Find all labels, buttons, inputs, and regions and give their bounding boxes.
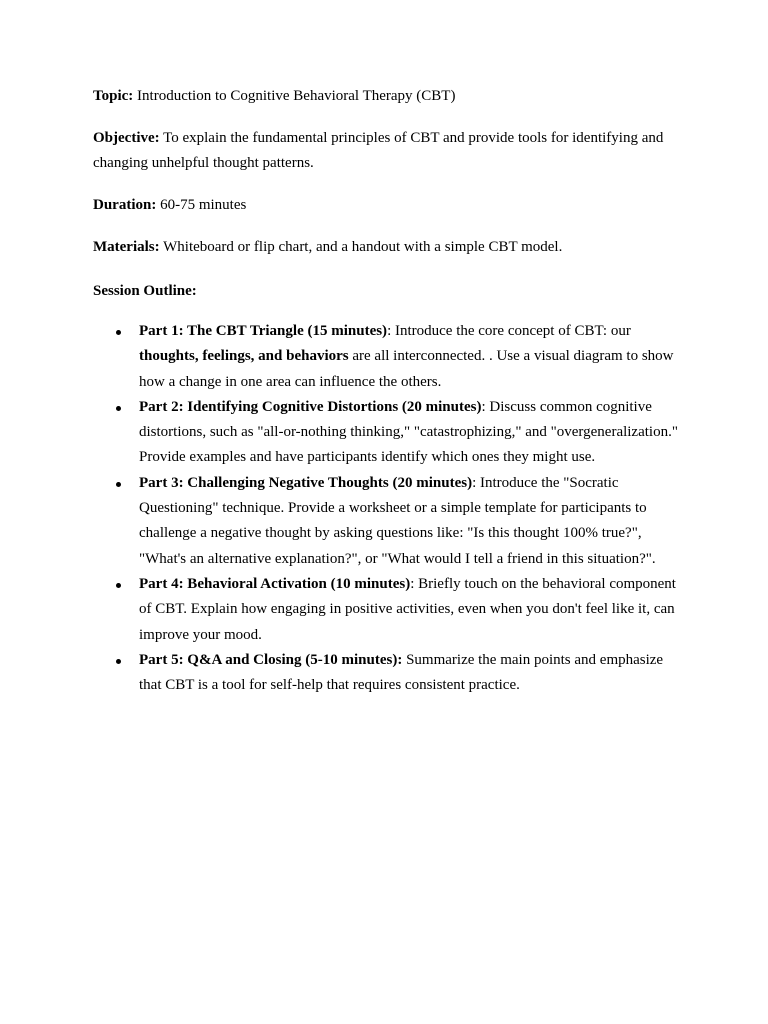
session-outline-heading-text: Session Outline: [93,283,197,299]
part-3-text: : Introduce the "Socratic Questioning" technique. Provide a worksheet or a simple template for participants to challenge a negative thought by asking questions like: "Is this thought 100% true?", "What's an alternative explanation?", or "What would I tell a friend in this situation?". [139,474,656,567]
part-1-text-after: are all interconnected. . Use a visual diagram to show how a change in one area can influence the others. [139,348,674,390]
bullet-dot-icon [116,659,121,664]
bullet-dot-icon [116,583,121,588]
bullet-dot-icon [116,482,121,487]
part-1-text-before: : Introduce the core concept of CBT: our [387,323,631,339]
part-4-title: Part 4: Behavioral Activation (10 minutes) [139,575,411,592]
part-2-text: : Discuss common cognitive distortions, such as "all-or-nothing thinking," "catastrophizing," and "overgeneralization." Provide examples and have participants identify which ones they might use. [139,398,678,466]
topic-value: Introduction to Cognitive Behavioral Therapy (CBT) [133,88,456,104]
part-1-bold-inline: thoughts, feelings, and behaviors [139,348,349,365]
duration-value: 60-75 minutes [156,197,247,213]
bullet-dot-icon [116,330,121,335]
topic-label: Topic: [93,88,134,104]
outline-item-part-3 [93,471,683,572]
duration-line [93,193,683,218]
part-1-title: Part 1: The CBT Triangle (15 minutes) [139,323,388,339]
objective-line [93,126,683,176]
part-2-title: Part 2: Identifying Cognitive Distortions (20 minutes) [139,398,482,415]
session-outline-list [93,319,683,698]
objective-label: Objective: [93,130,160,146]
part-3-title: Part 3: Challenging Negative Thoughts (20 minutes) [139,474,473,491]
outline-item-part-4 [93,572,683,648]
duration-label: Duration: [93,197,157,213]
materials-label: Materials: [93,239,160,255]
materials-line [93,235,683,260]
outline-item-part-5 [93,648,683,699]
part-4-text: : Briefly touch on the behavioral component of CBT. Explain how engaging in positive activities, even when you don't feel like it, can improve your mood. [139,575,676,643]
materials-value: Whiteboard or flip chart, and a handout with a simple CBT model. [159,239,563,255]
bullet-dot-icon [116,406,121,411]
session-outline-heading [93,279,683,304]
part-5-title: Part 5: Q&A and Closing (5-10 minutes): [139,651,403,668]
outline-item-part-1 [93,319,683,395]
part-5-text: Summarize the main points and emphasize that CBT is a tool for self-help that requires consistent practice. [139,651,664,694]
outline-item-part-2 [93,395,683,471]
topic-line [93,84,683,109]
objective-value: To explain the fundamental principles of CBT and provide tools for identifying and changing unhelpful thought patterns. [93,130,664,171]
